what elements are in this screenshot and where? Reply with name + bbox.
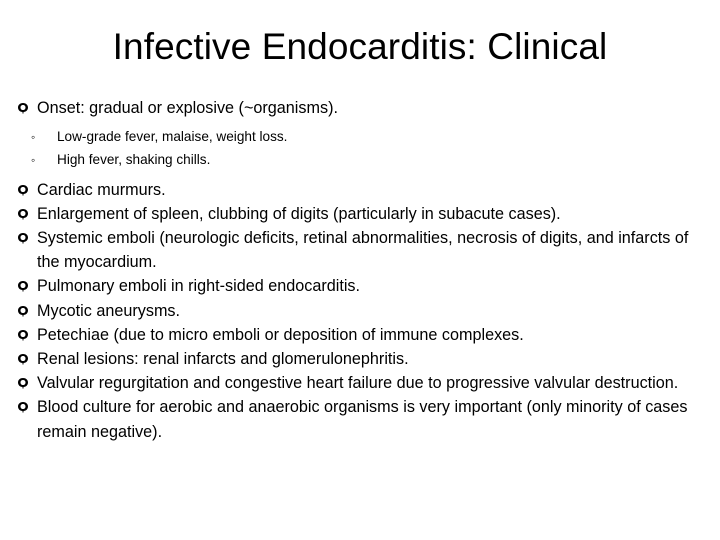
bullet-text: Enlargement of spleen, clubbing of digits (particularly in subacute cases).: [37, 204, 561, 223]
bullet-item: [17, 226, 712, 274]
sub-bullet-text: High fever, shaking chills.: [57, 151, 211, 167]
fleuron-bullet-icon: [17, 401, 29, 413]
fleuron-bullet-icon: [17, 329, 29, 341]
bullet-item: [17, 202, 712, 226]
bullet-item: [17, 96, 712, 120]
hollow-circle-bullet-icon: ◦: [31, 152, 36, 167]
bullet-text: Cardiac murmurs.: [37, 180, 166, 199]
bullet-text: Pulmonary emboli in right-sided endocarditis.: [37, 277, 361, 296]
sub-bullet-list: [17, 126, 712, 171]
sub-bullet-text: Low-grade fever, malaise, weight loss.: [57, 129, 288, 145]
bullet-item: [17, 299, 712, 323]
bullet-item: [17, 178, 712, 202]
fleuron-bullet-icon: [17, 102, 29, 114]
bullet-text: Systemic emboli (neurologic deficits, retinal abnormalities, necrosis of digits, and infarcts of the myocardium.: [37, 229, 689, 272]
hollow-circle-bullet-icon: ◦: [31, 130, 36, 145]
bullet-text: Mycotic aneurysms.: [37, 301, 181, 320]
fleuron-bullet-icon: [17, 184, 29, 196]
bullet-list: [17, 96, 712, 444]
bullet-text: Blood culture for aerobic and anaerobic organisms is very important (only minority of cases remain negative).: [37, 398, 688, 441]
bullet-text: Valvular regurgitation and congestive heart failure due to progressive valvular destruction.: [37, 374, 679, 393]
fleuron-bullet-icon: [17, 280, 29, 292]
bullet-text: Petechiae (due to micro emboli or deposition of immune complexes.: [37, 325, 524, 344]
slide-title: Infective Endocarditis: Clinical: [112, 26, 608, 67]
fleuron-bullet-icon: [17, 232, 29, 244]
bullet-item: [17, 371, 712, 395]
bullet-text: Onset: gradual or explosive (~organisms).: [37, 99, 338, 117]
fleuron-bullet-icon: [17, 377, 29, 389]
bullet-item: [17, 395, 712, 443]
bullet-text: Renal lesions: renal infarcts and glomerulonephritis.: [37, 350, 409, 369]
fleuron-bullet-icon: [17, 353, 29, 365]
bullet-item: [17, 323, 712, 347]
bullet-item: [17, 347, 712, 371]
sub-bullet-item: [17, 149, 712, 172]
fleuron-bullet-icon: [17, 208, 29, 220]
fleuron-bullet-icon: [17, 305, 29, 317]
bullet-item: [17, 274, 712, 298]
sub-bullet-item: [17, 126, 712, 149]
